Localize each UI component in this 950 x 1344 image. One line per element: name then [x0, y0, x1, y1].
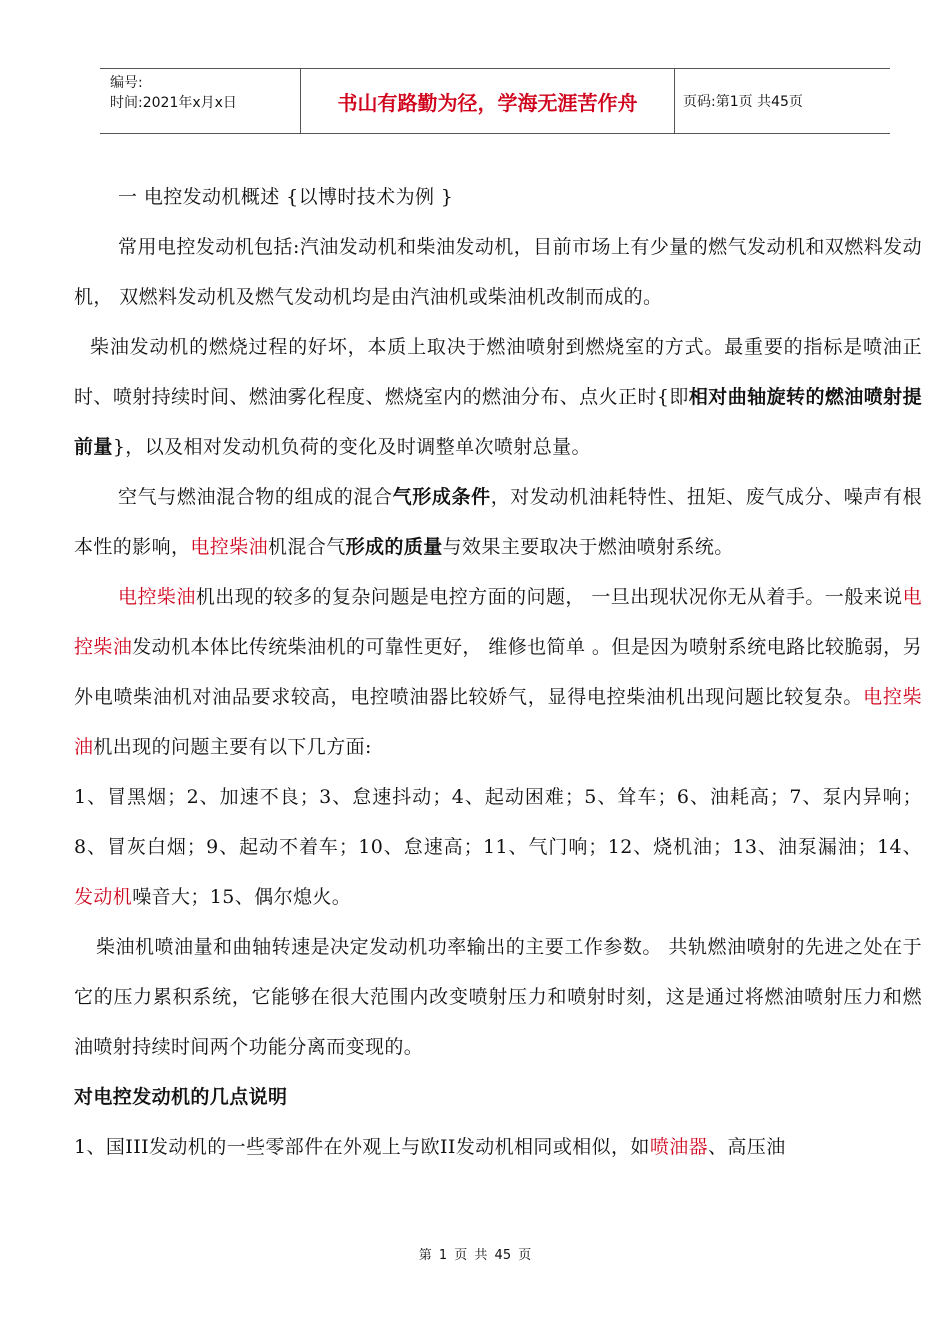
header-meta: [100, 69, 301, 133]
paragraph-2: 柴油发动机的燃烧过程的好坏，本质上取决于燃油喷射到燃烧室的方式。最重要的指标是喷油正时、喷射持续时间、燃油雾化程度、燃烧室内的燃油分布、点火正时{即相对曲轴旋转的燃油喷射提前量}，以及相对发动机负荷的变化及时调整单次喷射总量。: [74, 336, 922, 458]
red-term: 电控柴油: [190, 536, 269, 558]
red-term: 电控柴油: [74, 686, 922, 758]
header-page-info: 页码:第1页 共45页: [683, 94, 803, 110]
document-body: [74, 172, 922, 1172]
paragraph-5-list: 1、冒黑烟；2、加速不良；3、怠速抖动；4、起动困难；5、耸车；6、油耗高；7、泵内异响；8、冒灰白烟；9、起动不着车；10、怠速高；11、气门响；12、烧机油；13、油泵漏油；14、发动机噪音大；15、偶尔熄火。: [74, 786, 922, 908]
paragraph-6: 柴油机喷油量和曲轴转速是决定发动机功率输出的主要工作参数。 共轨燃油喷射的先进之处在于它的压力累积系统，它能够在很大范围内改变喷射压力和喷射时刻，这是通过将燃油喷射压力和燃油喷射持续时间两个功能分离而变现的。: [74, 936, 922, 1058]
red-term: 喷油器: [649, 1136, 709, 1158]
red-term: 发动机: [74, 886, 133, 908]
paragraph-7: 1、国III发动机的一些零部件在外观上与欧II发动机相同或相似，如喷油器、高压油: [74, 1136, 786, 1158]
paragraph-1: 常用电控发动机包括:汽油发动机和柴油发动机，目前市场上有少量的燃气发动机和双燃料发动机， 双燃料发动机及燃气发动机均是由汽油机或柴油机改制而成的。: [74, 236, 922, 308]
bold-term: 气形成条件: [392, 486, 491, 508]
red-term: 电控柴油: [74, 586, 922, 658]
section-title: 一 电控发动机概述 {以博时技术为例 }: [118, 186, 454, 208]
time-label: 时间:2021年x月x日: [110, 95, 237, 111]
paragraph-3: 空气与燃油混合物的组成的混合气形成条件，对发动机油耗特性、扭矩、废气成分、噪声有根本性的影响，电控柴油机混合气形成的质量与效果主要取决于燃油喷射系统。: [74, 486, 922, 558]
subheading: 对电控发动机的几点说明: [74, 1086, 288, 1108]
page-header: [100, 68, 890, 134]
number-label: 编号:: [110, 75, 143, 91]
red-term: 电控柴油: [118, 586, 196, 608]
paragraph-4: 电控柴油机出现的较多的复杂问题是电控方面的问题， 一旦出现状况你无从着手。一般来说电控柴油发动机本体比传统柴油机的可靠性更好， 维修也简单 。但是因为喷射系统电路比较脆弱，另外电喷柴油机对油品要求较高，电控喷油器比较娇气，显得电控柴油机出现问题比较复杂。电控柴油机出现的问题主要有以下几方面:: [74, 586, 922, 758]
bold-term: 相对曲轴旋转的燃油喷射提前量: [74, 386, 922, 458]
bold-term: 形成的质量: [345, 536, 443, 558]
header-motto-cell: [301, 69, 675, 133]
header-motto: 书山有路勤为径，学海无涯苦作舟: [337, 90, 638, 115]
page-footer: 第 1 页 共 45 页: [418, 1248, 532, 1263]
